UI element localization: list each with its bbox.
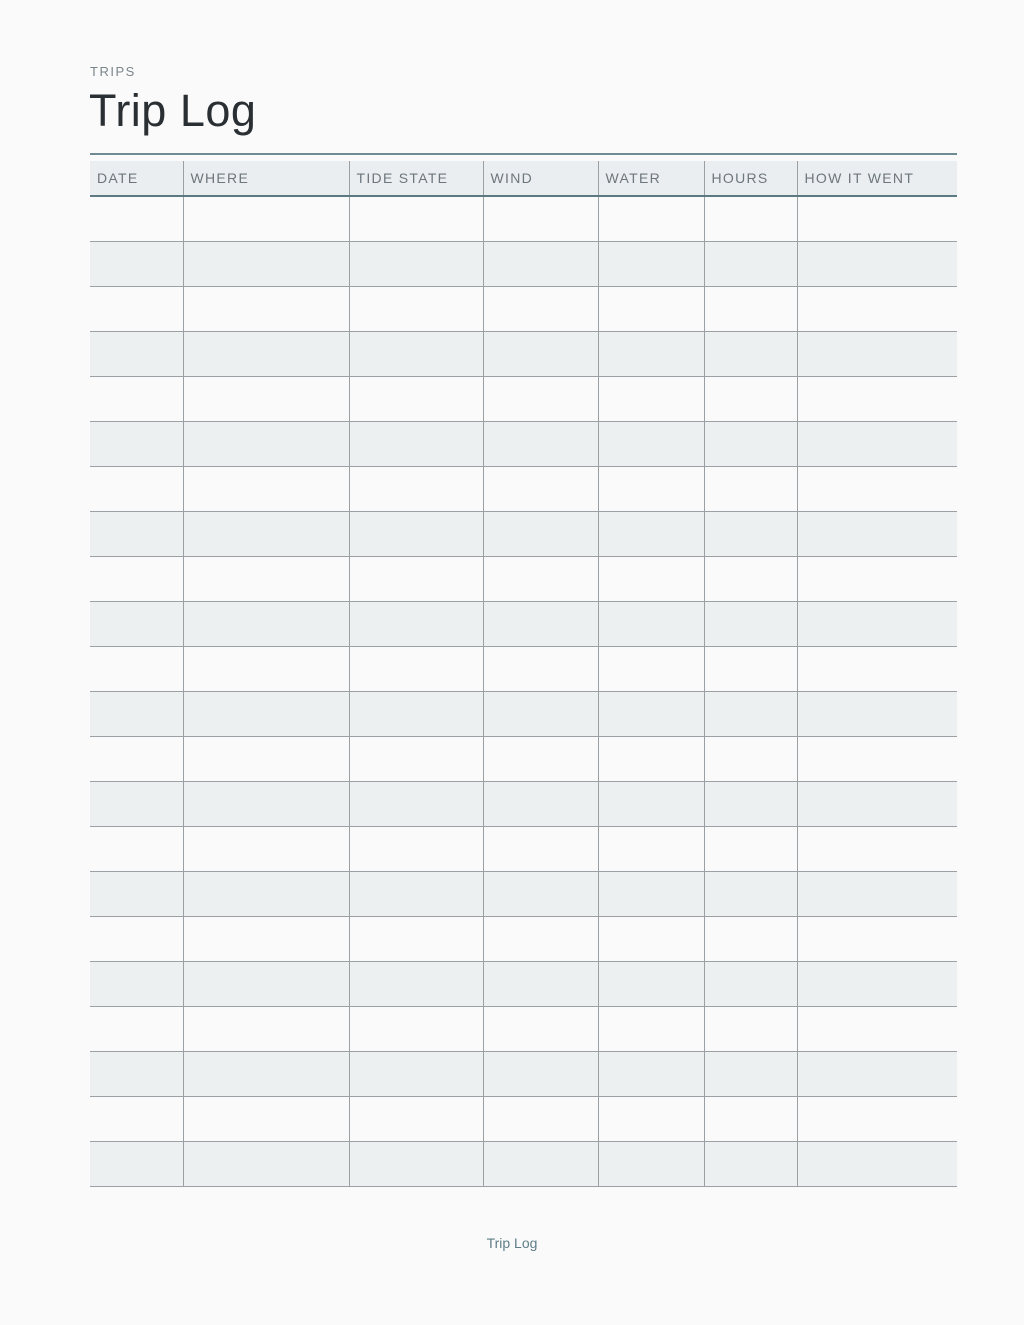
table-cell[interactable] bbox=[483, 377, 598, 422]
table-header bbox=[90, 161, 957, 196]
table-cell[interactable] bbox=[183, 917, 349, 962]
table-cell[interactable] bbox=[704, 196, 797, 242]
table-row bbox=[90, 242, 957, 287]
table-cell[interactable] bbox=[598, 692, 704, 737]
table-cell[interactable] bbox=[483, 737, 598, 782]
table-cell[interactable] bbox=[704, 242, 797, 287]
table-cell[interactable] bbox=[349, 737, 483, 782]
table-cell[interactable] bbox=[483, 332, 598, 377]
table-row bbox=[90, 557, 957, 602]
table-cell[interactable] bbox=[598, 242, 704, 287]
table-cell[interactable] bbox=[90, 377, 183, 422]
table-cell[interactable] bbox=[704, 512, 797, 557]
table-cell[interactable] bbox=[183, 737, 349, 782]
table-cell[interactable] bbox=[483, 647, 598, 692]
table-cell[interactable] bbox=[598, 827, 704, 872]
table-cell[interactable] bbox=[797, 782, 957, 827]
table-cell[interactable] bbox=[183, 782, 349, 827]
table-cell[interactable] bbox=[797, 737, 957, 782]
table-cell[interactable] bbox=[598, 647, 704, 692]
table-cell[interactable] bbox=[704, 287, 797, 332]
table-cell[interactable] bbox=[349, 467, 483, 512]
table-cell[interactable] bbox=[183, 872, 349, 917]
table-cell[interactable] bbox=[349, 1142, 483, 1187]
table-cell[interactable] bbox=[483, 467, 598, 512]
table-cell[interactable] bbox=[183, 962, 349, 1007]
table-cell[interactable] bbox=[349, 602, 483, 647]
column-header-where: WHERE bbox=[183, 161, 349, 196]
table-row bbox=[90, 332, 957, 377]
table-cell[interactable] bbox=[797, 377, 957, 422]
table-cell[interactable] bbox=[349, 782, 483, 827]
table-cell[interactable] bbox=[90, 1142, 183, 1187]
column-header-hours: HOURS bbox=[704, 161, 797, 196]
table-cell[interactable] bbox=[483, 1097, 598, 1142]
table-cell[interactable] bbox=[349, 557, 483, 602]
table-row bbox=[90, 1052, 957, 1097]
table-cell[interactable] bbox=[349, 422, 483, 467]
table-cell[interactable] bbox=[183, 827, 349, 872]
table-cell[interactable] bbox=[349, 1052, 483, 1097]
table-cell[interactable] bbox=[183, 467, 349, 512]
table-cell[interactable] bbox=[349, 242, 483, 287]
table-cell[interactable] bbox=[598, 287, 704, 332]
table-cell[interactable] bbox=[90, 287, 183, 332]
column-header-date: DATE bbox=[90, 161, 183, 196]
trip-log-table-container bbox=[90, 153, 957, 1187]
table-cell[interactable] bbox=[704, 1052, 797, 1097]
table-cell[interactable] bbox=[704, 827, 797, 872]
table-cell[interactable] bbox=[704, 647, 797, 692]
table-cell[interactable] bbox=[598, 1052, 704, 1097]
table-cell[interactable] bbox=[483, 1007, 598, 1052]
table-row bbox=[90, 1007, 957, 1052]
table-cell[interactable] bbox=[704, 737, 797, 782]
table-cell[interactable] bbox=[483, 692, 598, 737]
table-cell[interactable] bbox=[598, 1097, 704, 1142]
table-cell[interactable] bbox=[90, 1052, 183, 1097]
table-cell[interactable] bbox=[704, 962, 797, 1007]
table-cell[interactable] bbox=[598, 962, 704, 1007]
table-cell[interactable] bbox=[90, 196, 183, 242]
table-cell[interactable] bbox=[483, 287, 598, 332]
table-cell[interactable] bbox=[483, 917, 598, 962]
table-cell[interactable] bbox=[483, 422, 598, 467]
table-cell[interactable] bbox=[90, 332, 183, 377]
table-row bbox=[90, 872, 957, 917]
table-cell[interactable] bbox=[704, 1142, 797, 1187]
table-cell[interactable] bbox=[598, 1007, 704, 1052]
table-cell[interactable] bbox=[598, 782, 704, 827]
table-cell[interactable] bbox=[90, 422, 183, 467]
table-cell[interactable] bbox=[704, 872, 797, 917]
table-cell[interactable] bbox=[704, 467, 797, 512]
table-row bbox=[90, 602, 957, 647]
table-cell[interactable] bbox=[598, 377, 704, 422]
table-cell[interactable] bbox=[704, 917, 797, 962]
table-cell[interactable] bbox=[183, 647, 349, 692]
table-cell[interactable] bbox=[90, 917, 183, 962]
table-cell[interactable] bbox=[349, 1097, 483, 1142]
table-cell[interactable] bbox=[483, 196, 598, 242]
table-cell[interactable] bbox=[598, 557, 704, 602]
table-cell[interactable] bbox=[797, 196, 957, 242]
table-cell[interactable] bbox=[183, 1007, 349, 1052]
page-footer: Trip Log bbox=[486, 1235, 538, 1251]
table-cell[interactable] bbox=[183, 1097, 349, 1142]
table-cell[interactable] bbox=[183, 332, 349, 377]
table-row bbox=[90, 196, 957, 242]
table-cell[interactable] bbox=[797, 287, 957, 332]
table-cell[interactable] bbox=[90, 692, 183, 737]
table-row bbox=[90, 917, 957, 962]
table-cell[interactable] bbox=[598, 196, 704, 242]
table-cell[interactable] bbox=[797, 422, 957, 467]
table-cell[interactable] bbox=[90, 782, 183, 827]
table-cell[interactable] bbox=[183, 377, 349, 422]
table-cell[interactable] bbox=[797, 557, 957, 602]
table-cell[interactable] bbox=[349, 332, 483, 377]
table-cell[interactable] bbox=[349, 827, 483, 872]
table-cell[interactable] bbox=[349, 647, 483, 692]
table-cell[interactable] bbox=[797, 962, 957, 1007]
table-cell[interactable] bbox=[349, 1007, 483, 1052]
trip-log-table bbox=[90, 161, 957, 1187]
table-cell[interactable] bbox=[797, 872, 957, 917]
table-cell[interactable] bbox=[349, 872, 483, 917]
table-cell[interactable] bbox=[704, 782, 797, 827]
table-cell[interactable] bbox=[90, 962, 183, 1007]
table-row bbox=[90, 827, 957, 872]
table-cell[interactable] bbox=[183, 1052, 349, 1097]
table-row bbox=[90, 287, 957, 332]
table-cell[interactable] bbox=[183, 422, 349, 467]
table-cell[interactable] bbox=[183, 512, 349, 557]
column-header-how-it-went: HOW IT WENT bbox=[797, 161, 957, 196]
table-cell[interactable] bbox=[797, 1052, 957, 1097]
table-cell[interactable] bbox=[90, 1007, 183, 1052]
table-cell[interactable] bbox=[90, 827, 183, 872]
table-cell[interactable] bbox=[483, 242, 598, 287]
table-row bbox=[90, 647, 957, 692]
header-row bbox=[90, 161, 957, 196]
table-row bbox=[90, 377, 957, 422]
table-cell[interactable] bbox=[90, 1097, 183, 1142]
table-cell[interactable] bbox=[598, 1142, 704, 1187]
table-cell[interactable] bbox=[598, 737, 704, 782]
column-header-water: WATER bbox=[598, 161, 704, 196]
table-cell[interactable] bbox=[483, 872, 598, 917]
table-cell[interactable] bbox=[483, 602, 598, 647]
table-cell[interactable] bbox=[349, 512, 483, 557]
table-cell[interactable] bbox=[598, 872, 704, 917]
table-cell[interactable] bbox=[349, 196, 483, 242]
table-cell[interactable] bbox=[183, 196, 349, 242]
table-cell[interactable] bbox=[349, 287, 483, 332]
table-cell[interactable] bbox=[598, 467, 704, 512]
table-cell[interactable] bbox=[598, 917, 704, 962]
table-cell[interactable] bbox=[90, 602, 183, 647]
table-cell[interactable] bbox=[797, 602, 957, 647]
table-cell[interactable] bbox=[183, 602, 349, 647]
table-cell[interactable] bbox=[797, 647, 957, 692]
table-cell[interactable] bbox=[90, 467, 183, 512]
table-cell[interactable] bbox=[483, 827, 598, 872]
table-cell[interactable] bbox=[598, 602, 704, 647]
table-row bbox=[90, 422, 957, 467]
table-cell[interactable] bbox=[90, 242, 183, 287]
table-cell[interactable] bbox=[704, 692, 797, 737]
table-cell[interactable] bbox=[797, 917, 957, 962]
table-row bbox=[90, 962, 957, 1007]
table-cell[interactable] bbox=[483, 1052, 598, 1097]
table-cell[interactable] bbox=[704, 602, 797, 647]
table-cell[interactable] bbox=[90, 737, 183, 782]
table-cell[interactable] bbox=[183, 242, 349, 287]
table-row bbox=[90, 1142, 957, 1187]
table-cell[interactable] bbox=[90, 512, 183, 557]
table-cell[interactable] bbox=[90, 647, 183, 692]
table-cell[interactable] bbox=[598, 512, 704, 557]
table-cell[interactable] bbox=[797, 1097, 957, 1142]
page-title: Trip Log bbox=[89, 85, 257, 136]
table-body bbox=[90, 196, 957, 1187]
table-cell[interactable] bbox=[704, 557, 797, 602]
table-row bbox=[90, 692, 957, 737]
table-cell[interactable] bbox=[183, 287, 349, 332]
table-cell[interactable] bbox=[704, 1097, 797, 1142]
table-row bbox=[90, 782, 957, 827]
table-cell[interactable] bbox=[797, 692, 957, 737]
table-row bbox=[90, 467, 957, 512]
table-cell[interactable] bbox=[598, 422, 704, 467]
table-cell[interactable] bbox=[704, 422, 797, 467]
column-header-wind: WIND bbox=[483, 161, 598, 196]
table-cell[interactable] bbox=[797, 242, 957, 287]
table-cell[interactable] bbox=[797, 1142, 957, 1187]
table-cell[interactable] bbox=[183, 1142, 349, 1187]
table-cell[interactable] bbox=[797, 467, 957, 512]
table-cell[interactable] bbox=[797, 512, 957, 557]
table-cell[interactable] bbox=[704, 377, 797, 422]
table-cell[interactable] bbox=[349, 692, 483, 737]
column-header-tide-state: TIDE STATE bbox=[349, 161, 483, 196]
table-cell[interactable] bbox=[797, 1007, 957, 1052]
table-cell[interactable] bbox=[349, 917, 483, 962]
table-row bbox=[90, 1097, 957, 1142]
table-cell[interactable] bbox=[349, 377, 483, 422]
table-cell[interactable] bbox=[797, 827, 957, 872]
table-cell[interactable] bbox=[183, 557, 349, 602]
table-cell[interactable] bbox=[349, 962, 483, 1007]
table-cell[interactable] bbox=[797, 332, 957, 377]
table-cell[interactable] bbox=[704, 332, 797, 377]
table-cell[interactable] bbox=[90, 557, 183, 602]
table-cell[interactable] bbox=[598, 332, 704, 377]
table-cell[interactable] bbox=[183, 692, 349, 737]
section-kicker: TRIPS bbox=[90, 64, 136, 79]
table-cell[interactable] bbox=[483, 782, 598, 827]
table-cell[interactable] bbox=[483, 1142, 598, 1187]
table-cell[interactable] bbox=[704, 1007, 797, 1052]
title-divider bbox=[90, 153, 957, 155]
table-row bbox=[90, 737, 957, 782]
table-cell[interactable] bbox=[483, 557, 598, 602]
table-cell[interactable] bbox=[483, 962, 598, 1007]
table-cell[interactable] bbox=[483, 512, 598, 557]
table-cell[interactable] bbox=[90, 872, 183, 917]
table-row bbox=[90, 512, 957, 557]
